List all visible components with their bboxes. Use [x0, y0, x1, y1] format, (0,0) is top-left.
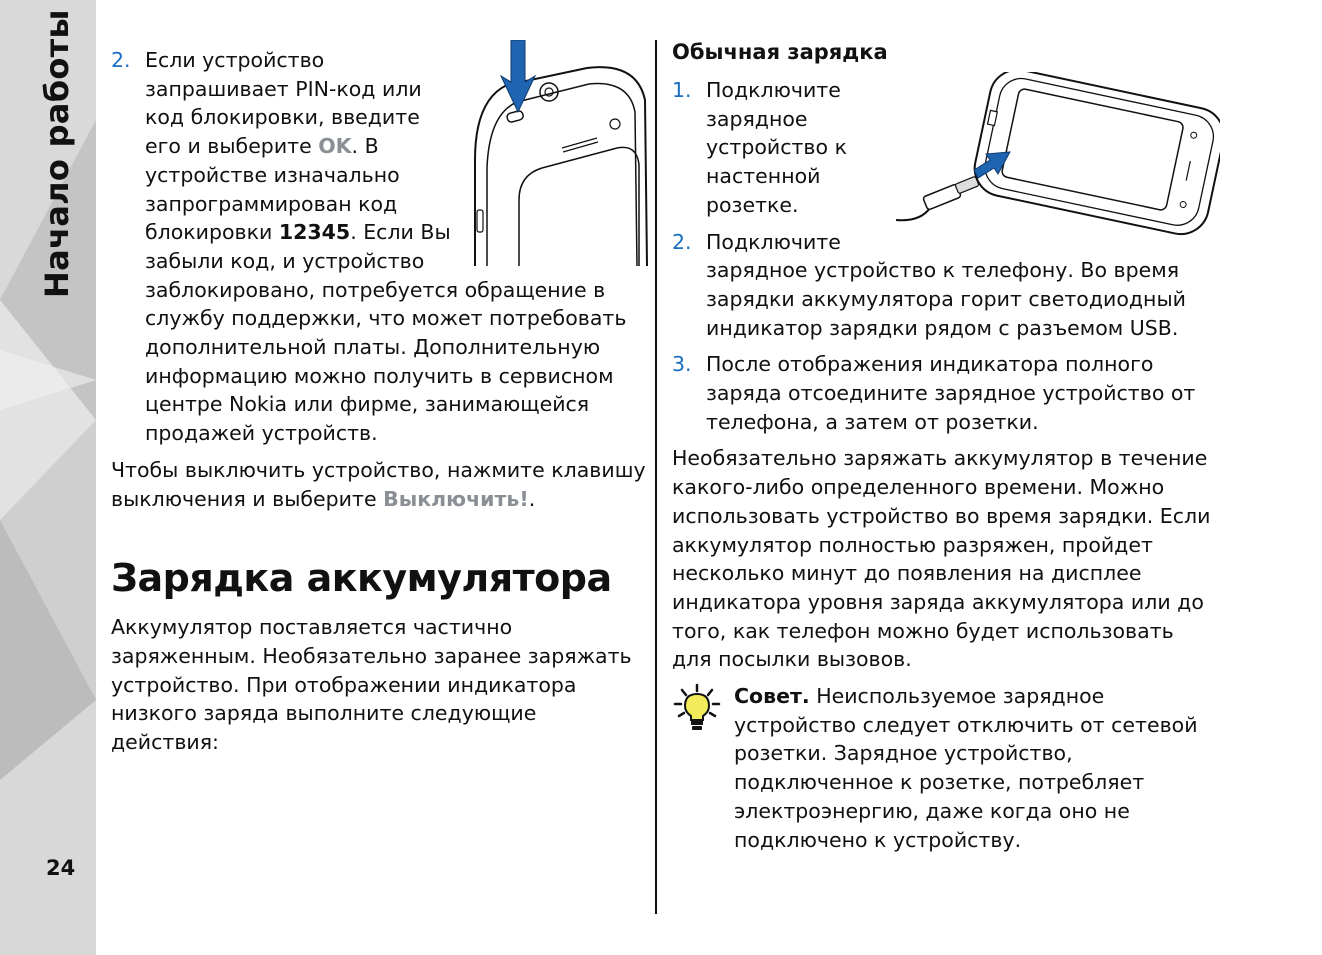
power-off-text-b: .	[528, 486, 536, 511]
section-heading: Зарядка аккумулятора	[111, 556, 612, 601]
sidebar	[0, 0, 96, 955]
power-off-paragraph	[111, 456, 646, 513]
list-item	[672, 228, 1212, 343]
subheading: Обычная зарядка	[672, 40, 888, 64]
tip-label: Совет.	[734, 684, 810, 709]
list-number: 2.	[111, 48, 131, 72]
lightbulb-icon	[672, 682, 722, 732]
pin-instruction-text-a: Если устройство запрашивает PIN-код или код блокировки, введите его и выберите	[145, 48, 422, 159]
page-number: 24	[46, 856, 76, 880]
power-off-text-a: Чтобы выключить устройство, нажмите клавишу выключения и выберите	[111, 457, 646, 511]
list-item	[111, 46, 646, 448]
ok-option: OK	[318, 134, 352, 159]
section-title: Начало работы	[38, 9, 76, 298]
list-number: 1.	[672, 78, 692, 102]
list-number: 2.	[672, 229, 692, 254]
charging-note-paragraph: Необязательно заряжать аккумулятор в течение какого-либо определенного времени. Можно использовать устройство во время зарядки. Если аккумулятор полностью разряжен, пройдет несколько минут до появления на дисплее индикатора уровня заряда аккумулятора или до того, как телефон можно будет использовать для посылки вызовов.	[672, 446, 1211, 672]
battery-intro-paragraph: Аккумулятор поставляется частично заряженным. Необязательно заранее заряжать устройство. При отображении индикатора низкого заряда выполните следующие действия:	[111, 615, 632, 755]
step-text: Подключите зарядное устройство к телефону. Во время зарядки аккумулятора горит светодиодный индикатор зарядки рядом с разъемом USB.	[706, 229, 1186, 340]
step-text: Подключите зарядное устройство к настенной розетке.	[706, 78, 847, 217]
list-number: 3.	[672, 352, 692, 377]
left-column	[111, 46, 646, 757]
right-column	[672, 38, 1212, 854]
lock-code: 12345	[278, 220, 351, 245]
step-text: После отображения индикатора полного заряда отсоедините зарядное устройство от телефона, а затем от розетки.	[706, 352, 1196, 434]
pin-instruction-text-b: . В устройстве изначально запрограммирован код блокировки	[145, 134, 400, 245]
pin-instruction-text-c: . Если Вы забыли код, и устройство заблокировано, потребуется обращение в службу поддержки, что может потребовать дополнительной платы. Дополнительную информацию можно получить в сервисном центре Nokia или фирме, занимающейся продажей устройств.	[145, 220, 627, 446]
tip-text: Неиспользуемое зарядное устройство следует отключить от сетевой розетки. Зарядное устройство, подключенное к розетке, потребляет электроэнергию, даже когда оно не подключено к устройству.	[734, 684, 1198, 852]
tip-block	[672, 682, 1212, 854]
column-divider	[655, 40, 657, 914]
list-item	[672, 76, 1212, 220]
list-item	[672, 350, 1212, 436]
power-off-option: Выключить!	[383, 486, 529, 511]
phone-illustration	[467, 40, 652, 266]
